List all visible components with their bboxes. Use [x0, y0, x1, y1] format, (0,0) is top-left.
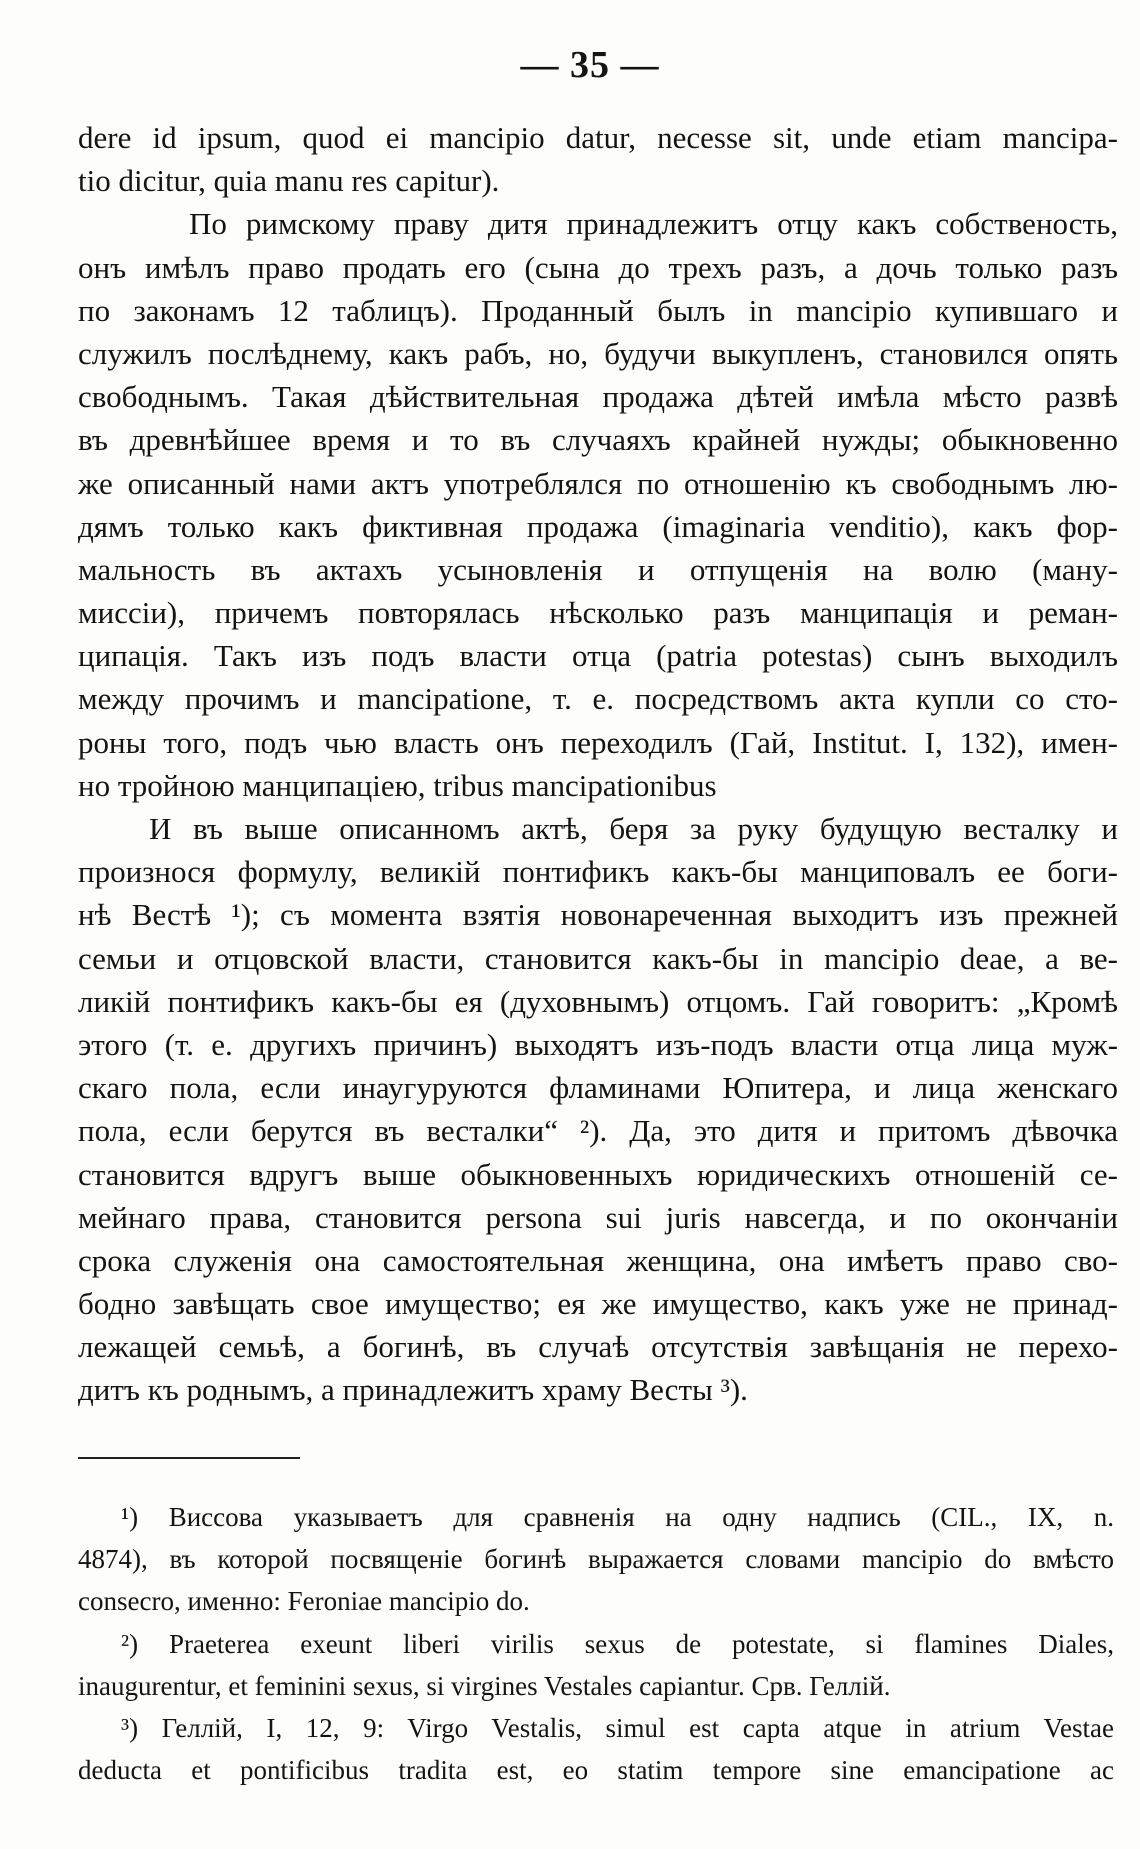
text-line: пола, если берутся въ весталки“ ²). Да, это дитя и притомъ дѣвочка	[78, 1113, 1118, 1149]
text-line: же описанный нами актъ употреблялся по отношенію къ свободнымъ лю-	[78, 465, 1118, 501]
text-line: ликій понтификъ какъ-бы ея (духовнымъ) отцомъ. Гай говоритъ: „Кромѣ	[78, 983, 1118, 1019]
text-line: лежащей семьѣ, а богинѣ, въ случаѣ отсутствія завѣщанія не перехо-	[78, 1329, 1118, 1365]
text-line: дитъ къ роднымъ, а принадлежитъ храму Весты ³).	[78, 1372, 748, 1408]
paragraph	[78, 202, 1118, 807]
text-line: но тройною манципаціею, tribus mancipationibus	[78, 767, 717, 803]
text-line: По римскому праву дитя принадлежитъ отцу какъ собственость,	[189, 206, 1118, 242]
text-line: семьи и отцовской власти, становится какъ-бы in mancipio deae, а ве-	[78, 940, 1118, 976]
text-line: срока служенія она самостоятельная женщина, она имѣетъ право сво-	[78, 1242, 1118, 1278]
text-line: скаго пола, если инаугуруются фламинами Юпитера, и лица женскаго	[78, 1070, 1118, 1106]
footnote-line: inaugurentur, et feminini sexus, si virgines Vestales capiantur. Срв. Геллій.	[78, 1670, 891, 1701]
footnote	[78, 1496, 1114, 1623]
text-line: dere id ipsum, quod ei mancipio datur, necesse sit, unde etiam mancipa-	[78, 120, 1118, 155]
text-line: нѣ Вестѣ ¹); съ момента взятія новонареченная выходитъ изъ прежней	[78, 897, 1118, 933]
text-line: tio dicitur, quia manu res capitur).	[78, 163, 500, 199]
text-line: произнося формулу, великій понтификъ какъ-бы манциповалъ ее боги-	[78, 854, 1118, 890]
text-line: этого (т. е. другихъ причинъ) выходятъ изъ-подъ власти отца лица муж-	[78, 1026, 1118, 1062]
footnote-line: 4874), въ которой посвященіе богинѣ выражается словами mancipio do вмѣсто	[78, 1544, 1114, 1575]
paragraph	[78, 807, 1118, 1412]
text-line: служилъ послѣднему, какъ рабъ, но, будучи выкупленъ, становился опять	[78, 335, 1118, 371]
footnote-line: consecro, именно: Feroniae mancipio do.	[78, 1586, 530, 1617]
text-line: мейнаго права, становится persona sui juris навсегда, и по окончаніи	[78, 1199, 1118, 1235]
paragraph	[78, 116, 1118, 202]
text-line: становится вдругъ выше обыкновенныхъ юридическихъ отношеній се-	[78, 1156, 1118, 1192]
text-line: въ древнѣйшее время и то въ случаяхъ крайней нужды; обыкновенно	[78, 422, 1118, 458]
footnote-line: ²) Praeterea exeunt liberi virilis sexus de potestate, si flamines Diales,	[121, 1628, 1114, 1659]
text-line: между прочимъ и mancipatione, т. е. посредствомъ акта купли со сто-	[78, 681, 1118, 717]
text-line: по законамъ 12 таблицъ). Проданный былъ in mancipio купившаго и	[78, 292, 1118, 328]
text-line: дямъ только какъ фиктивная продажа (imaginaria venditio), какъ фор-	[78, 508, 1118, 544]
footnote-line: ¹) Виссова указываетъ для сравненія на одну надпись (CIL., IX, n.	[121, 1502, 1114, 1532]
text-line: бодно завѣщать свое имущество; ея же имущество, какъ уже не принад-	[78, 1286, 1118, 1322]
text-line: И въ выше описанномъ актѣ, беря за руку будущую весталку и	[149, 811, 1118, 846]
footnote	[78, 1623, 1114, 1707]
footnotes	[78, 1496, 1114, 1791]
footnote	[78, 1707, 1114, 1791]
text-line: мальность въ актахъ усыновленія и отпущенія на волю (ману-	[78, 551, 1118, 587]
main-text	[78, 116, 1118, 1412]
text-line: роны того, подъ чью власть онъ переходилъ (Гай, Institut. I, 132), имен-	[78, 724, 1118, 760]
text-line: ципація. Такъ изъ подъ власти отца (patria potestas) сынъ выходилъ	[78, 638, 1118, 674]
text-line: свободнымъ. Такая дѣйствительная продажа дѣтей имѣла мѣсто развѣ	[78, 379, 1118, 415]
text-line: онъ имѣлъ право продать его (сына до трехъ разъ, а дочь только разъ	[78, 249, 1118, 285]
text-line: миссіи), причемъ повторялась нѣсколько разъ манципація и реман-	[78, 595, 1118, 631]
page-number: — 35 —	[520, 44, 660, 86]
footnote-line: deducta et pontificibus tradita est, eo statim tempore sine emancipatione ac	[78, 1755, 1114, 1786]
footnote-line: ³) Геллій, I, 12, 9: Virgo Vestalis, simul est capta atque in atrium Vestae	[121, 1712, 1114, 1743]
footnote-separator	[78, 1457, 300, 1459]
